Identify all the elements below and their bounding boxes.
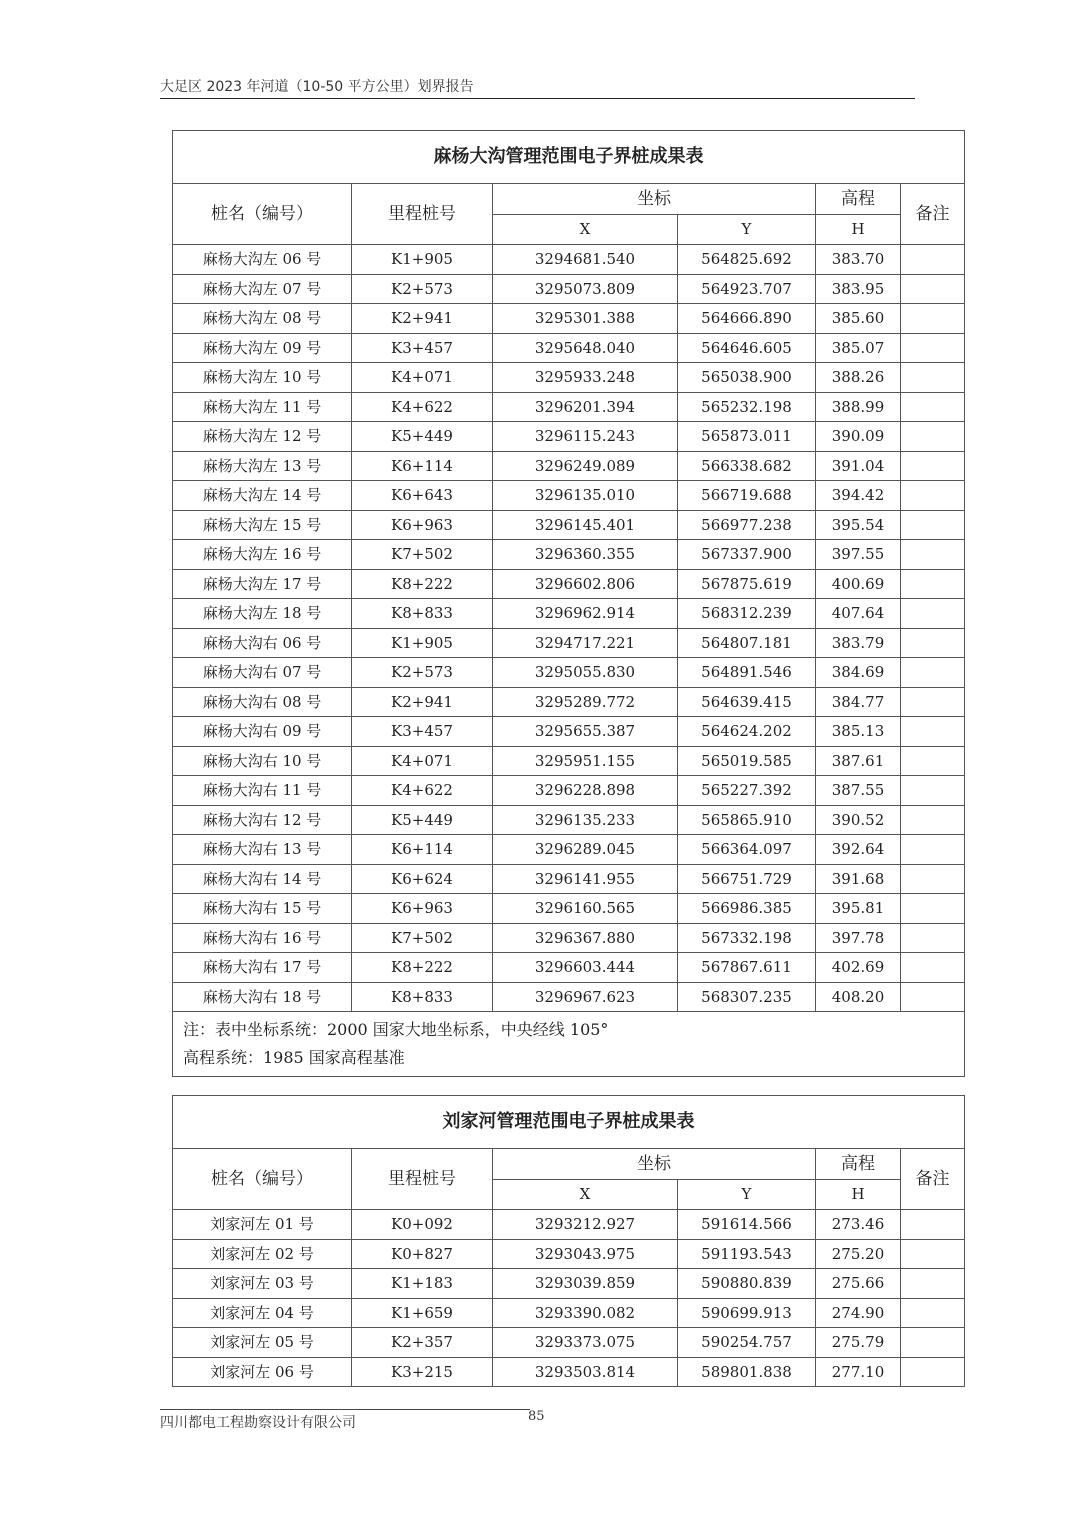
x-coord-cell: 3296135.010 [493,481,678,511]
remark-cell [901,776,965,806]
col-header-y: Y [678,214,816,245]
elevation-cell: 388.26 [816,363,901,393]
remark-cell [901,304,965,334]
footer-divider [160,1409,530,1410]
mileage-cell: K1+183 [352,1269,493,1299]
x-coord-cell: 3296289.045 [493,835,678,865]
remark-cell [901,746,965,776]
y-coord-cell: 590699.913 [678,1298,816,1328]
elevation-cell: 388.99 [816,392,901,422]
col-header-h: H [816,1179,901,1210]
mileage-cell: K0+092 [352,1210,493,1240]
remark-cell [901,982,965,1012]
x-coord-cell: 3295289.772 [493,687,678,717]
col-header-mileage: 里程桩号 [352,184,493,245]
y-coord-cell: 565227.392 [678,776,816,806]
elevation-cell: 275.20 [816,1239,901,1269]
remark-cell [901,1328,965,1358]
elevation-cell: 407.64 [816,599,901,629]
mileage-cell: K7+502 [352,923,493,953]
x-coord-cell: 3296249.089 [493,451,678,481]
pile-name-cell: 麻杨大沟左 09 号 [173,333,352,363]
x-coord-cell: 3296160.565 [493,894,678,924]
pile-name-cell: 麻杨大沟右 13 号 [173,835,352,865]
pile-name-cell: 麻杨大沟右 15 号 [173,894,352,924]
col-header-remark: 备注 [901,1149,965,1210]
y-coord-cell: 564825.692 [678,245,816,275]
x-coord-cell: 3296602.806 [493,569,678,599]
pile-name-cell: 麻杨大沟左 12 号 [173,422,352,452]
x-coord-cell: 3296141.955 [493,864,678,894]
pile-name-cell: 麻杨大沟右 06 号 [173,628,352,658]
y-coord-cell: 565019.585 [678,746,816,776]
remark-cell [901,422,965,452]
remark-cell [901,953,965,983]
table-row [173,1357,965,1387]
y-coord-cell: 568312.239 [678,599,816,629]
remark-cell [901,569,965,599]
remark-cell [901,510,965,540]
table-row [173,422,965,452]
x-coord-cell: 3296962.914 [493,599,678,629]
y-coord-cell: 566719.688 [678,481,816,511]
remark-cell [901,599,965,629]
mileage-cell: K8+833 [352,599,493,629]
mileage-cell: K6+114 [352,451,493,481]
footer-company: 四川都电工程勘察设计有限公司 [160,1415,356,1431]
table-row [173,540,965,570]
pile-name-cell: 刘家河左 04 号 [173,1298,352,1328]
table-row [173,1328,965,1358]
y-coord-cell: 564807.181 [678,628,816,658]
mileage-cell: K6+643 [352,481,493,511]
mileage-cell: K2+357 [352,1328,493,1358]
elevation-cell: 397.55 [816,540,901,570]
col-header-x: X [493,214,678,245]
x-coord-cell: 3296228.898 [493,776,678,806]
mileage-cell: K4+622 [352,392,493,422]
pile-name-cell: 麻杨大沟左 07 号 [173,274,352,304]
remark-cell [901,392,965,422]
x-coord-cell: 3295301.388 [493,304,678,334]
note-elevation-system: 高程系统：1985 国家高程基准 [183,1048,405,1067]
y-coord-cell: 565865.910 [678,805,816,835]
pile-name-cell: 刘家河左 06 号 [173,1357,352,1387]
table-row [173,599,965,629]
mileage-cell: K2+941 [352,687,493,717]
pile-name-cell: 麻杨大沟右 09 号 [173,717,352,747]
remark-cell [901,1210,965,1240]
pile-name-cell: 麻杨大沟右 17 号 [173,953,352,983]
y-coord-cell: 591193.543 [678,1239,816,1269]
pile-name-cell: 麻杨大沟左 15 号 [173,510,352,540]
table-row [173,628,965,658]
elevation-cell: 275.66 [816,1269,901,1299]
x-coord-cell: 3296367.880 [493,923,678,953]
pile-name-cell: 刘家河左 05 号 [173,1328,352,1358]
col-header-elevation: 高程 [816,184,901,215]
col-header-name: 桩名（编号） [173,184,352,245]
table-row [173,864,965,894]
mileage-cell: K2+573 [352,658,493,688]
x-coord-cell: 3295648.040 [493,333,678,363]
y-coord-cell: 567332.198 [678,923,816,953]
y-coord-cell: 590880.839 [678,1269,816,1299]
col-header-name: 桩名（编号） [173,1149,352,1210]
elevation-cell: 394.42 [816,481,901,511]
remark-cell [901,333,965,363]
mileage-cell: K1+659 [352,1298,493,1328]
pile-name-cell: 麻杨大沟左 10 号 [173,363,352,393]
remark-cell [901,1298,965,1328]
elevation-cell: 275.79 [816,1328,901,1358]
x-coord-cell: 3295073.809 [493,274,678,304]
y-coord-cell: 566364.097 [678,835,816,865]
pile-name-cell: 麻杨大沟左 06 号 [173,245,352,275]
remark-cell [901,1269,965,1299]
mileage-cell: K2+941 [352,304,493,334]
remark-cell [901,923,965,953]
x-coord-cell: 3296115.243 [493,422,678,452]
pile-name-cell: 麻杨大沟左 16 号 [173,540,352,570]
table-row [173,1298,965,1328]
elevation-cell: 391.68 [816,864,901,894]
remark-cell [901,835,965,865]
elevation-cell: 387.55 [816,776,901,806]
y-coord-cell: 568307.235 [678,982,816,1012]
col-header-mileage: 里程桩号 [352,1149,493,1210]
y-coord-cell: 564923.707 [678,274,816,304]
pile-name-cell: 麻杨大沟左 13 号 [173,451,352,481]
elevation-cell: 384.77 [816,687,901,717]
mileage-cell: K5+449 [352,805,493,835]
remark-cell [901,717,965,747]
elevation-cell: 387.61 [816,746,901,776]
elevation-cell: 400.69 [816,569,901,599]
table-row [173,569,965,599]
col-header-h: H [816,214,901,245]
mileage-cell: K8+833 [352,982,493,1012]
table-row [173,923,965,953]
remark-cell [901,451,965,481]
remark-cell [901,1239,965,1269]
mileage-cell: K3+457 [352,717,493,747]
x-coord-cell: 3295933.248 [493,363,678,393]
remark-cell [901,245,965,275]
table-row [173,746,965,776]
elevation-cell: 391.04 [816,451,901,481]
boundary-pile-table-liujia [172,1095,965,1387]
table-row [173,333,965,363]
y-coord-cell: 566751.729 [678,864,816,894]
table-row [173,1210,965,1240]
elevation-cell: 408.20 [816,982,901,1012]
y-coord-cell: 564666.890 [678,304,816,334]
mileage-cell: K8+222 [352,953,493,983]
elevation-cell: 385.60 [816,304,901,334]
x-coord-cell: 3294717.221 [493,628,678,658]
x-coord-cell: 3295655.387 [493,717,678,747]
table-note [173,1012,965,1077]
table-row [173,392,965,422]
remark-cell [901,481,965,511]
elevation-cell: 390.09 [816,422,901,452]
pile-name-cell: 刘家河左 01 号 [173,1210,352,1240]
elevation-cell: 383.95 [816,274,901,304]
remark-cell [901,864,965,894]
x-coord-cell: 3296967.623 [493,982,678,1012]
mileage-cell: K3+457 [352,333,493,363]
elevation-cell: 383.79 [816,628,901,658]
table-row [173,687,965,717]
mileage-cell: K6+114 [352,835,493,865]
y-coord-cell: 565038.900 [678,363,816,393]
pile-name-cell: 麻杨大沟右 16 号 [173,923,352,953]
table-row [173,1239,965,1269]
y-coord-cell: 590254.757 [678,1328,816,1358]
remark-cell [901,687,965,717]
y-coord-cell: 564891.546 [678,658,816,688]
table-row [173,481,965,511]
y-coord-cell: 565232.198 [678,392,816,422]
x-coord-cell: 3293212.927 [493,1210,678,1240]
remark-cell [901,894,965,924]
table-row [173,894,965,924]
y-coord-cell: 564646.605 [678,333,816,363]
mileage-cell: K1+905 [352,245,493,275]
remark-cell [901,363,965,393]
table-row [173,363,965,393]
table-row [173,1269,965,1299]
mileage-cell: K0+827 [352,1239,493,1269]
x-coord-cell: 3296603.444 [493,953,678,983]
pile-name-cell: 刘家河左 03 号 [173,1269,352,1299]
table-row [173,805,965,835]
page-header-title: 大足区 2023 年河道（10-50 平方公里）划界报告 [160,79,474,95]
elevation-cell: 397.78 [816,923,901,953]
remark-cell [901,274,965,304]
mileage-cell: K2+573 [352,274,493,304]
col-header-elevation: 高程 [816,1149,901,1180]
y-coord-cell: 589801.838 [678,1357,816,1387]
x-coord-cell: 3296135.233 [493,805,678,835]
elevation-cell: 277.10 [816,1357,901,1387]
col-header-x: X [493,1179,678,1210]
elevation-cell: 395.81 [816,894,901,924]
x-coord-cell: 3296201.394 [493,392,678,422]
elevation-cell: 383.70 [816,245,901,275]
mileage-cell: K6+963 [352,894,493,924]
table-row [173,717,965,747]
col-header-y: Y [678,1179,816,1210]
pile-name-cell: 刘家河左 02 号 [173,1239,352,1269]
table-row [173,982,965,1012]
table-row [173,274,965,304]
y-coord-cell: 566338.682 [678,451,816,481]
mileage-cell: K8+222 [352,569,493,599]
x-coord-cell: 3293039.859 [493,1269,678,1299]
pile-name-cell: 麻杨大沟右 08 号 [173,687,352,717]
remark-cell [901,805,965,835]
y-coord-cell: 566977.238 [678,510,816,540]
table-row [173,658,965,688]
x-coord-cell: 3293390.082 [493,1298,678,1328]
mileage-cell: K4+622 [352,776,493,806]
x-coord-cell: 3293503.814 [493,1357,678,1387]
x-coord-cell: 3295951.155 [493,746,678,776]
mileage-cell: K4+071 [352,746,493,776]
pile-name-cell: 麻杨大沟左 08 号 [173,304,352,334]
elevation-cell: 273.46 [816,1210,901,1240]
pile-name-cell: 麻杨大沟右 12 号 [173,805,352,835]
y-coord-cell: 567337.900 [678,540,816,570]
elevation-cell: 385.13 [816,717,901,747]
x-coord-cell: 3293373.075 [493,1328,678,1358]
elevation-cell: 385.07 [816,333,901,363]
elevation-cell: 402.69 [816,953,901,983]
mileage-cell: K6+963 [352,510,493,540]
table-row [173,510,965,540]
mileage-cell: K5+449 [352,422,493,452]
remark-cell [901,658,965,688]
table-row [173,835,965,865]
elevation-cell: 395.54 [816,510,901,540]
pile-name-cell: 麻杨大沟右 07 号 [173,658,352,688]
pile-name-cell: 麻杨大沟左 18 号 [173,599,352,629]
remark-cell [901,1357,965,1387]
pile-name-cell: 麻杨大沟右 14 号 [173,864,352,894]
col-header-remark: 备注 [901,184,965,245]
y-coord-cell: 567867.611 [678,953,816,983]
remark-cell [901,628,965,658]
table-row [173,245,965,275]
boundary-pile-table-mayang [172,130,965,1077]
x-coord-cell: 3293043.975 [493,1239,678,1269]
mileage-cell: K6+624 [352,864,493,894]
table-row [173,776,965,806]
elevation-cell: 390.52 [816,805,901,835]
y-coord-cell: 591614.566 [678,1210,816,1240]
elevation-cell: 392.64 [816,835,901,865]
mileage-cell: K1+905 [352,628,493,658]
pile-name-cell: 麻杨大沟右 11 号 [173,776,352,806]
y-coord-cell: 565873.011 [678,422,816,452]
elevation-cell: 274.90 [816,1298,901,1328]
table-title: 麻杨大沟管理范围电子界桩成果表 [173,131,965,184]
page-number: 85 [528,1409,545,1424]
col-header-coord: 坐标 [493,1149,816,1180]
x-coord-cell: 3295055.830 [493,658,678,688]
pile-name-cell: 麻杨大沟左 17 号 [173,569,352,599]
remark-cell [901,540,965,570]
col-header-coord: 坐标 [493,184,816,215]
mileage-cell: K7+502 [352,540,493,570]
x-coord-cell: 3296360.355 [493,540,678,570]
note-coordinate-system: 注：表中坐标系统：2000 国家大地坐标系，中央经线 105° [183,1020,609,1039]
y-coord-cell: 564624.202 [678,717,816,747]
y-coord-cell: 566986.385 [678,894,816,924]
x-coord-cell: 3296145.401 [493,510,678,540]
x-coord-cell: 3294681.540 [493,245,678,275]
table-title: 刘家河管理范围电子界桩成果表 [173,1096,965,1149]
header-divider [160,98,915,99]
pile-name-cell: 麻杨大沟右 10 号 [173,746,352,776]
pile-name-cell: 麻杨大沟右 18 号 [173,982,352,1012]
table-row [173,451,965,481]
pile-name-cell: 麻杨大沟左 11 号 [173,392,352,422]
pile-name-cell: 麻杨大沟左 14 号 [173,481,352,511]
elevation-cell: 384.69 [816,658,901,688]
table-row [173,304,965,334]
table-row [173,953,965,983]
mileage-cell: K3+215 [352,1357,493,1387]
y-coord-cell: 564639.415 [678,687,816,717]
y-coord-cell: 567875.619 [678,569,816,599]
mileage-cell: K4+071 [352,363,493,393]
